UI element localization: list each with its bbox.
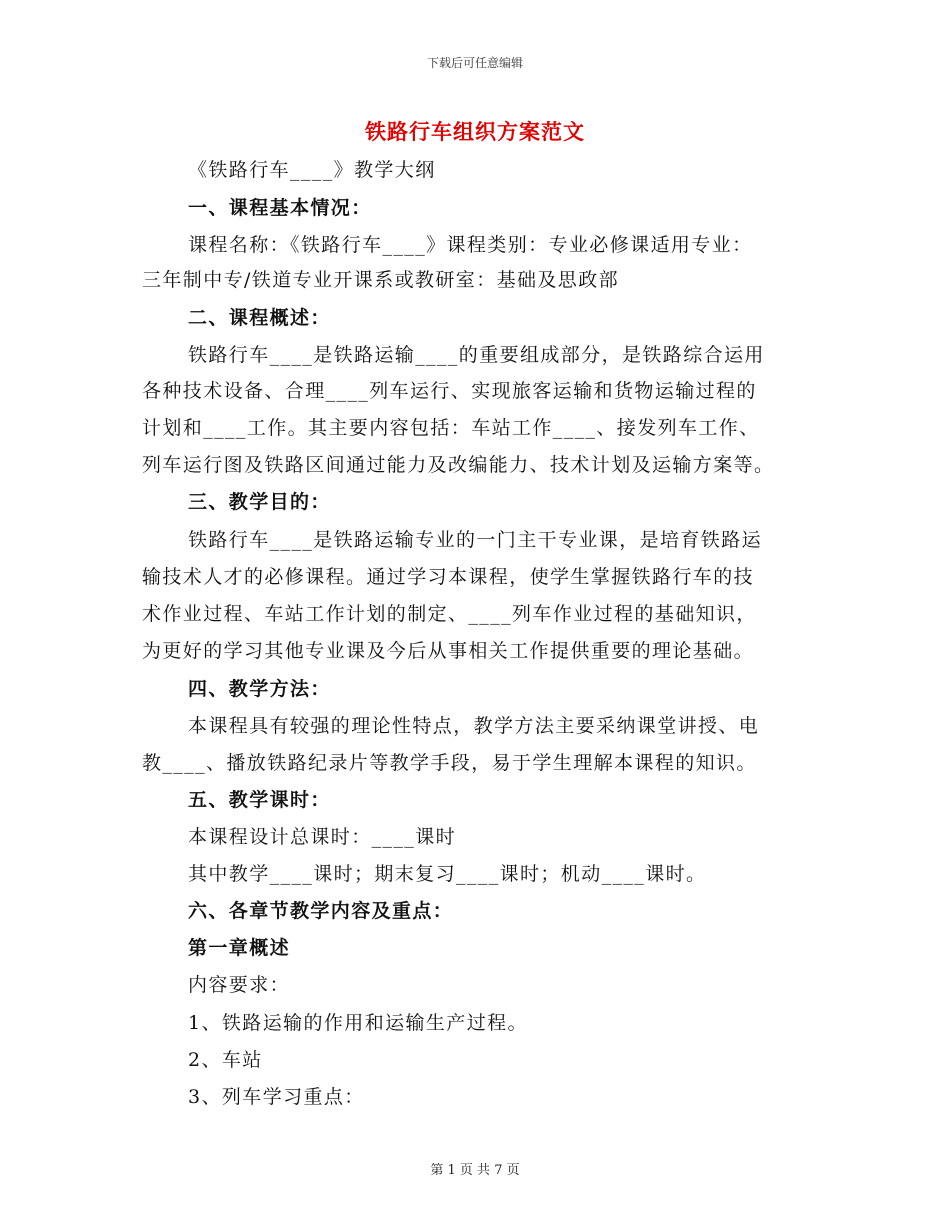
list-item: 3、列车学习重点： [188, 1086, 365, 1108]
document-title: 铁路行车组织方案范文 [365, 119, 585, 144]
paragraph-line: 教____、播放铁路纪录片等教学手段，易于学生理解本课程的知识。 [142, 752, 757, 774]
section-heading-2: 二、课程概述： [188, 307, 331, 329]
paragraph-line: 铁路行车____是铁路运输____的重要组成部分，是铁路综合运用 [188, 344, 765, 366]
paragraph-line: 本课程设计总课时：____课时 [188, 826, 457, 848]
paragraph-line: 其中教学____课时；期末复习____课时；机动____课时。 [188, 863, 707, 885]
paragraph-line: 铁路行车____是铁路运输专业的一门主干专业课，是培育铁路运 [188, 529, 763, 551]
paragraph-line: 内容要求： [188, 974, 291, 996]
paragraph-line: 三年制中专/铁道专业开课系或教研室：基础及思政部 [142, 269, 620, 291]
paragraph-line: 各种技术设备、合理____列车运行、实现旅客运输和货物运输过程的 [142, 380, 757, 402]
section-heading-6: 六、各章节教学内容及重点： [188, 900, 454, 922]
syllabus-subtitle: 《铁路行车____》教学大纲 [188, 159, 436, 181]
section-heading-3: 三、教学目的： [188, 491, 331, 513]
list-item: 2、车站 [188, 1049, 263, 1071]
paragraph-line: 计划和____工作。其主要内容包括：车站工作____、接发列车工作、 [142, 417, 760, 439]
section-heading-1: 一、课程基本情况： [188, 197, 372, 219]
paragraph-line: 本课程具有较强的理论性特点，教学方法主要采纳课堂讲授、电 [188, 715, 760, 737]
chapter-heading: 第一章概述 [188, 937, 291, 959]
paragraph-line: 课程名称：《铁路行车____》课程类别：专业必修课适用专业： [188, 234, 753, 256]
list-item: 1、铁路运输的作用和运输生产过程。 [188, 1012, 528, 1034]
section-heading-4: 四、教学方法： [188, 678, 331, 700]
page-number: 第 1 页 共 7 页 [430, 1163, 520, 1178]
header-note: 下载后可任意编辑 [426, 56, 523, 70]
paragraph-line: 术作业过程、车站工作计划的制定、____列车作业过程的基础知识， [142, 603, 757, 625]
paragraph-line: 输技术人才的必修课程。通过学习本课程，使学生掌握铁路行车的技 [142, 566, 755, 588]
section-heading-5: 五、教学课时： [188, 789, 331, 811]
paragraph-line: 为更好的学习其他专业课及今后从事相关工作提供重要的理论基础。 [142, 640, 755, 662]
paragraph-line: 列车运行图及铁路区间通过能力及改编能力、技术计划及运输方案等。 [142, 454, 775, 476]
